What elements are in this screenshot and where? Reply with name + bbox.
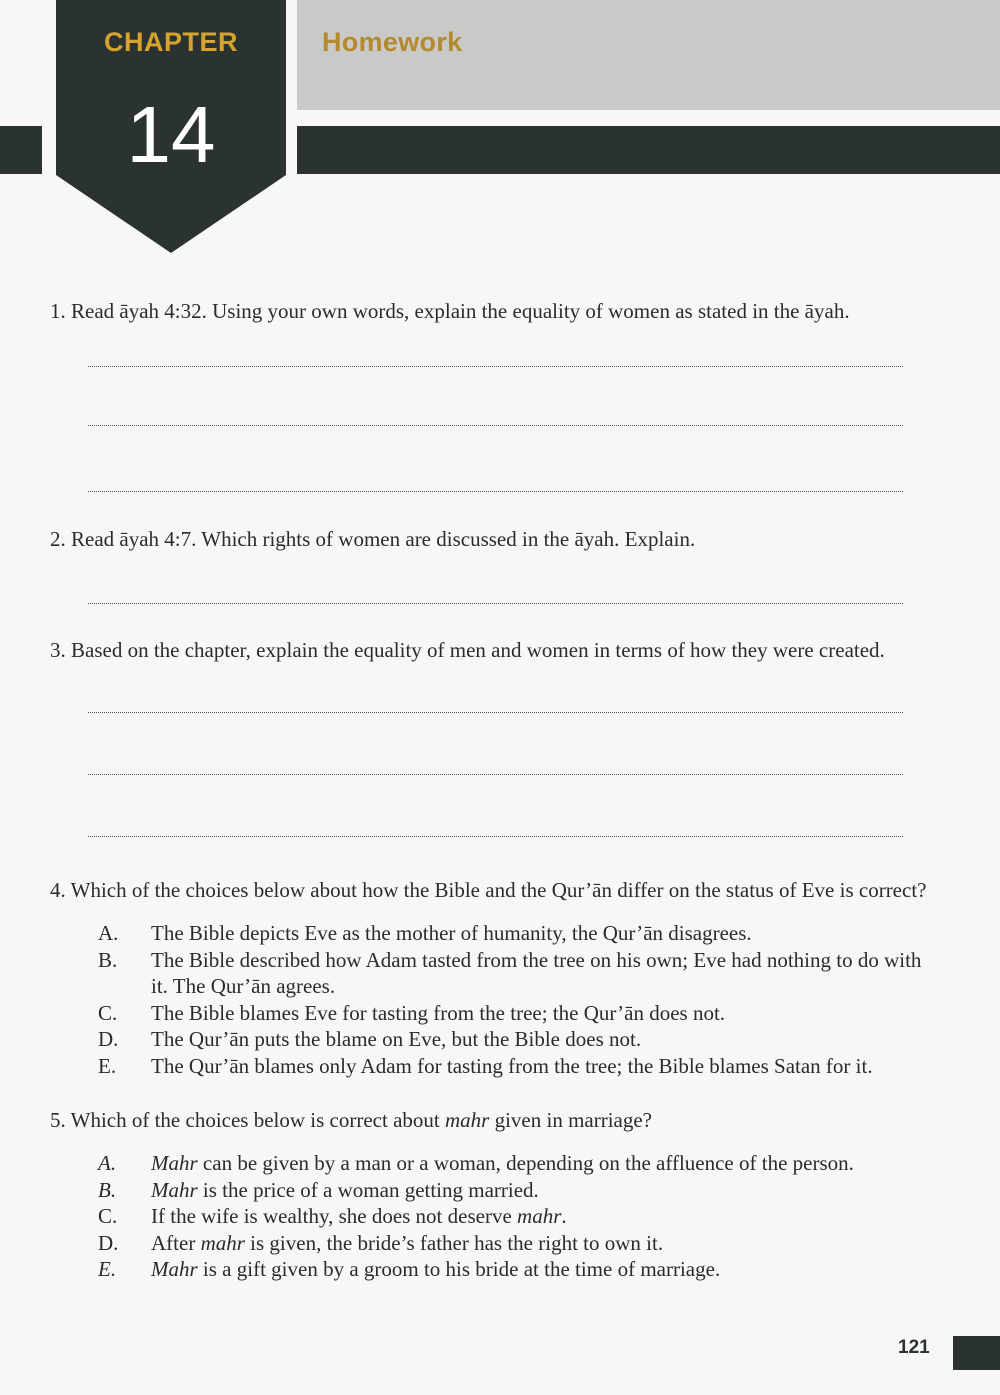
- question-5-term: mahr: [444, 1108, 490, 1132]
- choice-d[interactable]: [98, 1230, 941, 1257]
- choice-letter: B.: [98, 1177, 117, 1202]
- choice-letter: C.: [98, 1000, 118, 1025]
- choice-rest: .: [561, 1204, 567, 1228]
- question-5-choices: [98, 1150, 941, 1283]
- choice-letter: D.: [98, 1230, 119, 1255]
- answer-line[interactable]: [88, 603, 903, 604]
- choice-term: mahr: [517, 1204, 562, 1228]
- answer-line[interactable]: [88, 366, 903, 367]
- choice-e[interactable]: [98, 1053, 941, 1080]
- header-bar-left: [0, 126, 42, 174]
- choice-c[interactable]: [98, 1203, 941, 1230]
- choice-text: The Qur’ān blames only Adam for tasting from the tree; the Bible blames Satan for it.: [151, 1053, 873, 1078]
- choice-rest: is the price of a woman getting married.: [197, 1177, 539, 1202]
- answer-line[interactable]: [88, 712, 903, 713]
- section-title: Homework: [322, 27, 463, 57]
- choice-letter: B.: [98, 947, 118, 972]
- choice-rest: is given, the bride’s father has the right to own it.: [244, 1230, 664, 1255]
- answer-line[interactable]: [88, 425, 903, 426]
- choice-e[interactable]: [98, 1256, 941, 1283]
- choice-term: Mahr: [151, 1177, 198, 1202]
- question-5-pre: 5. Which of the choices below is correct about: [50, 1108, 445, 1132]
- page-tab: [953, 1336, 1000, 1370]
- answer-line[interactable]: [88, 836, 903, 837]
- choice-d[interactable]: [98, 1026, 941, 1053]
- choice-letter: A.: [98, 921, 119, 945]
- question-3: 3. Based on the chapter, explain the equality of men and women in terms of how they were created.: [50, 638, 885, 662]
- choice-text: [151, 1256, 941, 1283]
- choice-letter: C.: [98, 1204, 118, 1228]
- choice-rest: is a gift given by a groom to his bride at the time of marriage.: [197, 1257, 721, 1281]
- header-bar: [297, 126, 1000, 174]
- choice-letter: E.: [98, 1053, 117, 1078]
- question-5-post: given in marriage?: [489, 1108, 653, 1132]
- answer-line[interactable]: [88, 774, 903, 775]
- choice-letter: D.: [98, 1027, 119, 1051]
- choice-a[interactable]: [98, 920, 941, 947]
- choice-text: The Bible described how Adam tasted from the tree on his own; Eve had nothing to do with it. The Qur’ān agrees.: [151, 947, 922, 998]
- choice-letter: A.: [98, 1151, 117, 1175]
- choice-term: mahr: [200, 1230, 245, 1255]
- choice-text: [151, 1203, 941, 1230]
- question-4-choices: [98, 920, 941, 1079]
- question-2: 2. Read āyah 4:7. Which rights of women are discussed in the āyah. Explain.: [50, 527, 696, 551]
- choice-letter: E.: [98, 1257, 117, 1281]
- choice-b[interactable]: [98, 1177, 941, 1204]
- answer-line[interactable]: [88, 491, 903, 492]
- choice-term: Mahr: [151, 1257, 198, 1281]
- chapter-number: 14: [126, 90, 216, 179]
- choice-rest: can be given by a man or a woman, depending on the affluence of the person.: [197, 1151, 854, 1175]
- question-1: 1. Read āyah 4:32. Using your own words, explain the equality of women as stated in the āyah.: [50, 299, 850, 323]
- choice-text: The Bible blames Eve for tasting from the tree; the Qur’ān does not.: [151, 1000, 726, 1025]
- choice-b[interactable]: [98, 947, 941, 1000]
- choice-text: [151, 1230, 941, 1257]
- choice-c[interactable]: [98, 1000, 941, 1027]
- choice-pre: After: [151, 1230, 201, 1255]
- choice-text: The Qur’ān puts the blame on Eve, but the Bible does not.: [151, 1027, 642, 1051]
- choice-text: [151, 1150, 941, 1177]
- question-4: 4. Which of the choices below about how the Bible and the Qur’ān differ on the status of Eve is correct?: [50, 878, 927, 902]
- page-number: 121: [898, 1337, 930, 1358]
- choice-term: Mahr: [151, 1151, 198, 1175]
- choice-text: [151, 1177, 941, 1204]
- choice-a[interactable]: [98, 1150, 941, 1177]
- choice-pre: If the wife is wealthy, she does not deserve: [151, 1204, 518, 1228]
- choice-text: The Bible depicts Eve as the mother of humanity, the Qur’ān disagrees.: [151, 921, 752, 945]
- question-5: [50, 1107, 652, 1133]
- chapter-label: CHAPTER: [103, 27, 238, 57]
